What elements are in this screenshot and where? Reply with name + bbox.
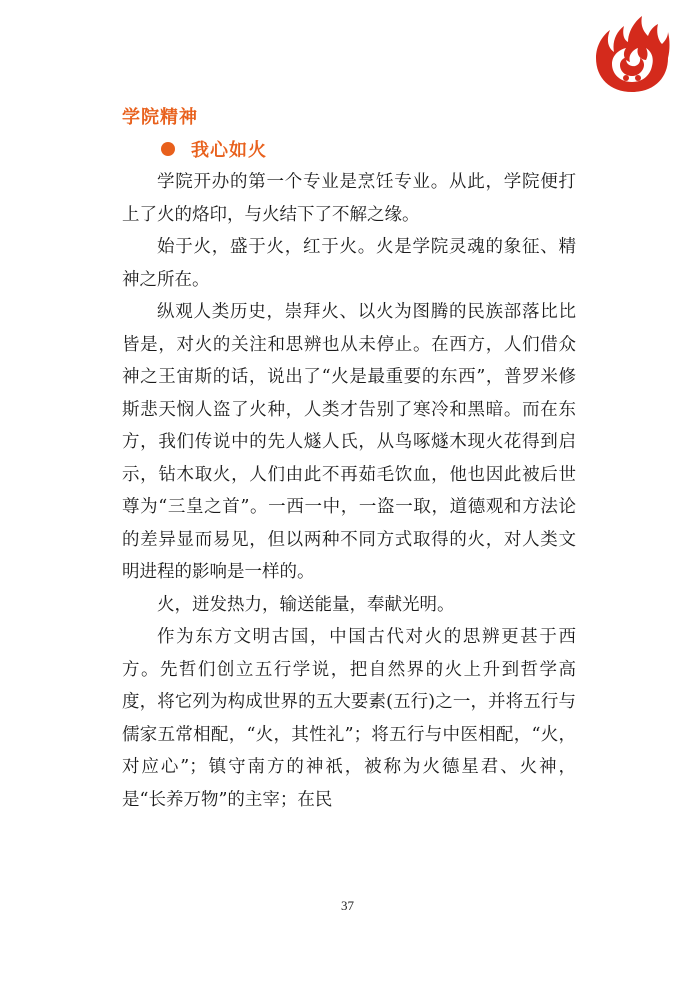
subsection-heading	[161, 136, 267, 162]
bullet-dot-icon	[161, 142, 175, 156]
body-text	[122, 166, 576, 816]
subsection-title: 我心如火	[191, 140, 267, 161]
phoenix-flame-logo-icon	[592, 12, 672, 94]
paragraph: 火，迸发热力，输送能量，奉献光明。	[157, 594, 455, 615]
paragraph: 学院开办的第一个专业是烹饪专业。从此，学院便打上了火的烙印，与火结下了不解之缘。	[122, 172, 576, 225]
paragraph: 始于火，盛于火，红于火。火是学院灵魂的象征、精神之所在。	[122, 237, 576, 290]
paragraph: 纵观人类历史，崇拜火、以火为图腾的民族部落比比皆是，对火的关注和思辨也从未停止。在西方，人们借众神之王宙斯的话，说出了“火是最重要的东西”，普罗米修斯悲天悯人盗了火种，人类才告别了寒冷和黑暗。而在东方，我们传说中的先人燧人氏，从鸟啄燧木现火花得到启示，钻木取火，人们由此不再茹毛饮血，他也因此被后世尊为“三皇之首”。一西一中，一盗一取，道德观和方法论的差异显而易见，但以两种不同方式取得的火，对人类文明进程的影响是一样的。	[122, 302, 576, 582]
paragraph: 作为东方文明古国，中国古代对火的思辨更甚于西方。先哲们创立五行学说，把自然界的火上升到哲学高度，将它列为构成世界的五大要素(五行)之一，并将五行与儒家五常相配，“火，其性礼”；将五行与中医相配，“火，对应心”；镇守南方的神祇，被称为火德星君、火神，是“长养万物”的主宰；在民	[122, 627, 576, 810]
section-title: 学院精神	[122, 107, 198, 128]
page-number: 37	[341, 898, 354, 913]
